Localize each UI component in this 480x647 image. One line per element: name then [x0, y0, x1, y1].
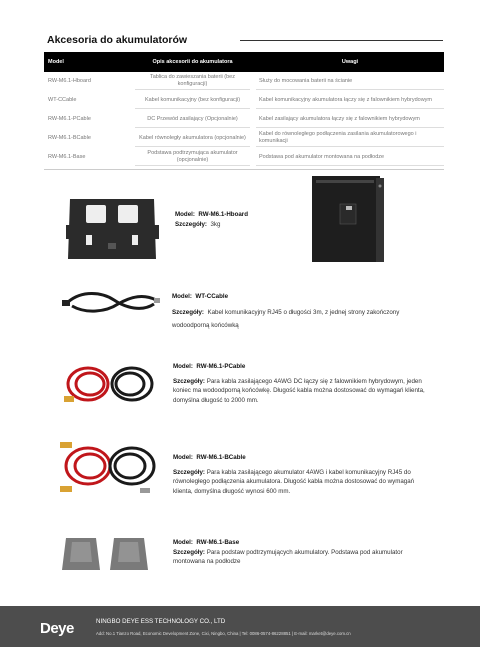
- cell-model: RW-M6.1-Hboard: [48, 78, 91, 85]
- product-bcable: [173, 453, 435, 496]
- details-value: Kabel komunikacyjny RJ45 o długości 3m, z jednej strony zakończony wodoodporną końcówką: [172, 308, 400, 330]
- table-row: [44, 129, 444, 148]
- cell-description: Kabel równoległy akumulatora (opcjonalnie): [135, 130, 250, 147]
- model-label: Model:: [173, 363, 193, 370]
- details-value: Para kabla zasilającego akumulator 4AWG i kabel komunikacyjny RJ45 do równoległego podłączenia akumulatora. Długość kabla można dostosować do wymagań klienta, domyślna długość wynosi 600 mm.: [173, 468, 415, 495]
- product-pcable: [173, 362, 435, 405]
- power-cable-image: [60, 360, 160, 408]
- details-value: 3kg: [210, 220, 221, 228]
- cell-description: Kabel komunikacyjny (bez konfiguracji): [135, 92, 250, 109]
- table-row: [44, 91, 444, 110]
- model-value: WT-CCable: [195, 293, 229, 300]
- header-notes: Uwagi: [341, 59, 359, 65]
- company-address: Add: No.1 Tianzo Road, Economic Development Zone, Cixi, Ningbo, China | Tel: 0086-0574-86228851 | E-mail: market@deye.com.cn: [96, 631, 351, 636]
- header-model: Model: [48, 59, 64, 65]
- company-name: NINGBO DEYE ESS TECHNOLOGY CO., LTD: [96, 618, 226, 625]
- cell-model: RW-M6.1-BCable: [48, 135, 91, 142]
- battery-base-image: [62, 532, 154, 576]
- cell-note: Kabel komunikacyjny akumulatora łączy się z falownikiem hybrydowym: [256, 92, 444, 109]
- details-label: Szczegóły:: [173, 468, 205, 476]
- cell-note: Podstawa pod akumulator montowana na podłodze: [256, 149, 444, 166]
- cell-note: Służy do mocowania baterii na ścianie: [256, 73, 444, 90]
- table-header: [44, 52, 444, 72]
- cell-description: DC Przewód zasilający (Opcjonalnie): [135, 111, 250, 128]
- hanging-board-image: [64, 195, 160, 263]
- deye-logo: Deye: [40, 620, 74, 637]
- parallel-cable-image: [58, 436, 160, 498]
- cell-model: RW-M6.1-PCable: [48, 116, 91, 123]
- table-row: [44, 110, 444, 129]
- table-bottom-rule: [44, 169, 444, 170]
- model-value: RW-M6.1-Base: [196, 539, 240, 546]
- communication-cable-image: [62, 286, 162, 320]
- model-label: Model:: [173, 539, 193, 546]
- details-label: Szczegóły:: [173, 548, 205, 556]
- model-label: Model:: [173, 454, 193, 461]
- cell-note: Kabel zasilający akumulatora łączy się z falownikiem hybrydowym: [256, 111, 444, 128]
- cell-description: Podstawa podtrzymująca akumulator (opcjonalnie): [135, 149, 250, 166]
- accessories-table: [44, 52, 444, 170]
- details-label: Szczegóły:: [172, 308, 204, 316]
- battery-module-image: [310, 172, 386, 264]
- table-row: [44, 72, 444, 91]
- table-row: [44, 148, 444, 167]
- cell-note: Kabel do równoległego podłączenia zasilania akumulatorowego i komunikacji: [256, 130, 444, 147]
- details-label: Szczegóły:: [173, 377, 205, 385]
- cell-model: WT-CCable: [48, 97, 77, 104]
- model-value: RW-M6.1-BCable: [196, 454, 246, 461]
- header-description: Opis akcesorii do akumulatora: [152, 59, 233, 65]
- product-ccable: [172, 292, 422, 333]
- details-label: Szczegóły:: [175, 220, 207, 228]
- product-base: [173, 538, 435, 567]
- page-title: Akcesoria do akumulatorów: [47, 34, 188, 46]
- title-divider: [240, 40, 443, 41]
- product-hboard: [175, 210, 248, 229]
- details-value: Para podstaw podtrzymujących akumulatory. Podstawa pod akumulator montowana na podłodze: [173, 548, 403, 566]
- footer: [0, 606, 480, 647]
- model-label: Model:: [175, 211, 195, 218]
- cell-description: Tablica do zawieszania baterii (bez konfiguracji): [135, 73, 250, 90]
- model-value: RW-M6.1-Hboard: [198, 211, 248, 218]
- details-value: Para kabla zasilającego 4AWG DC łączy się z falownikiem hybrydowym, jeden koniec ma wodoodporną końcówkę. Długość kabla można dostosować do wymagań klienta, domyślna długość to 2000 mm.: [173, 377, 425, 404]
- cell-model: RW-M6.1-Base: [48, 154, 86, 161]
- model-label: Model:: [172, 293, 192, 300]
- model-value: RW-M6.1-PCable: [196, 363, 246, 370]
